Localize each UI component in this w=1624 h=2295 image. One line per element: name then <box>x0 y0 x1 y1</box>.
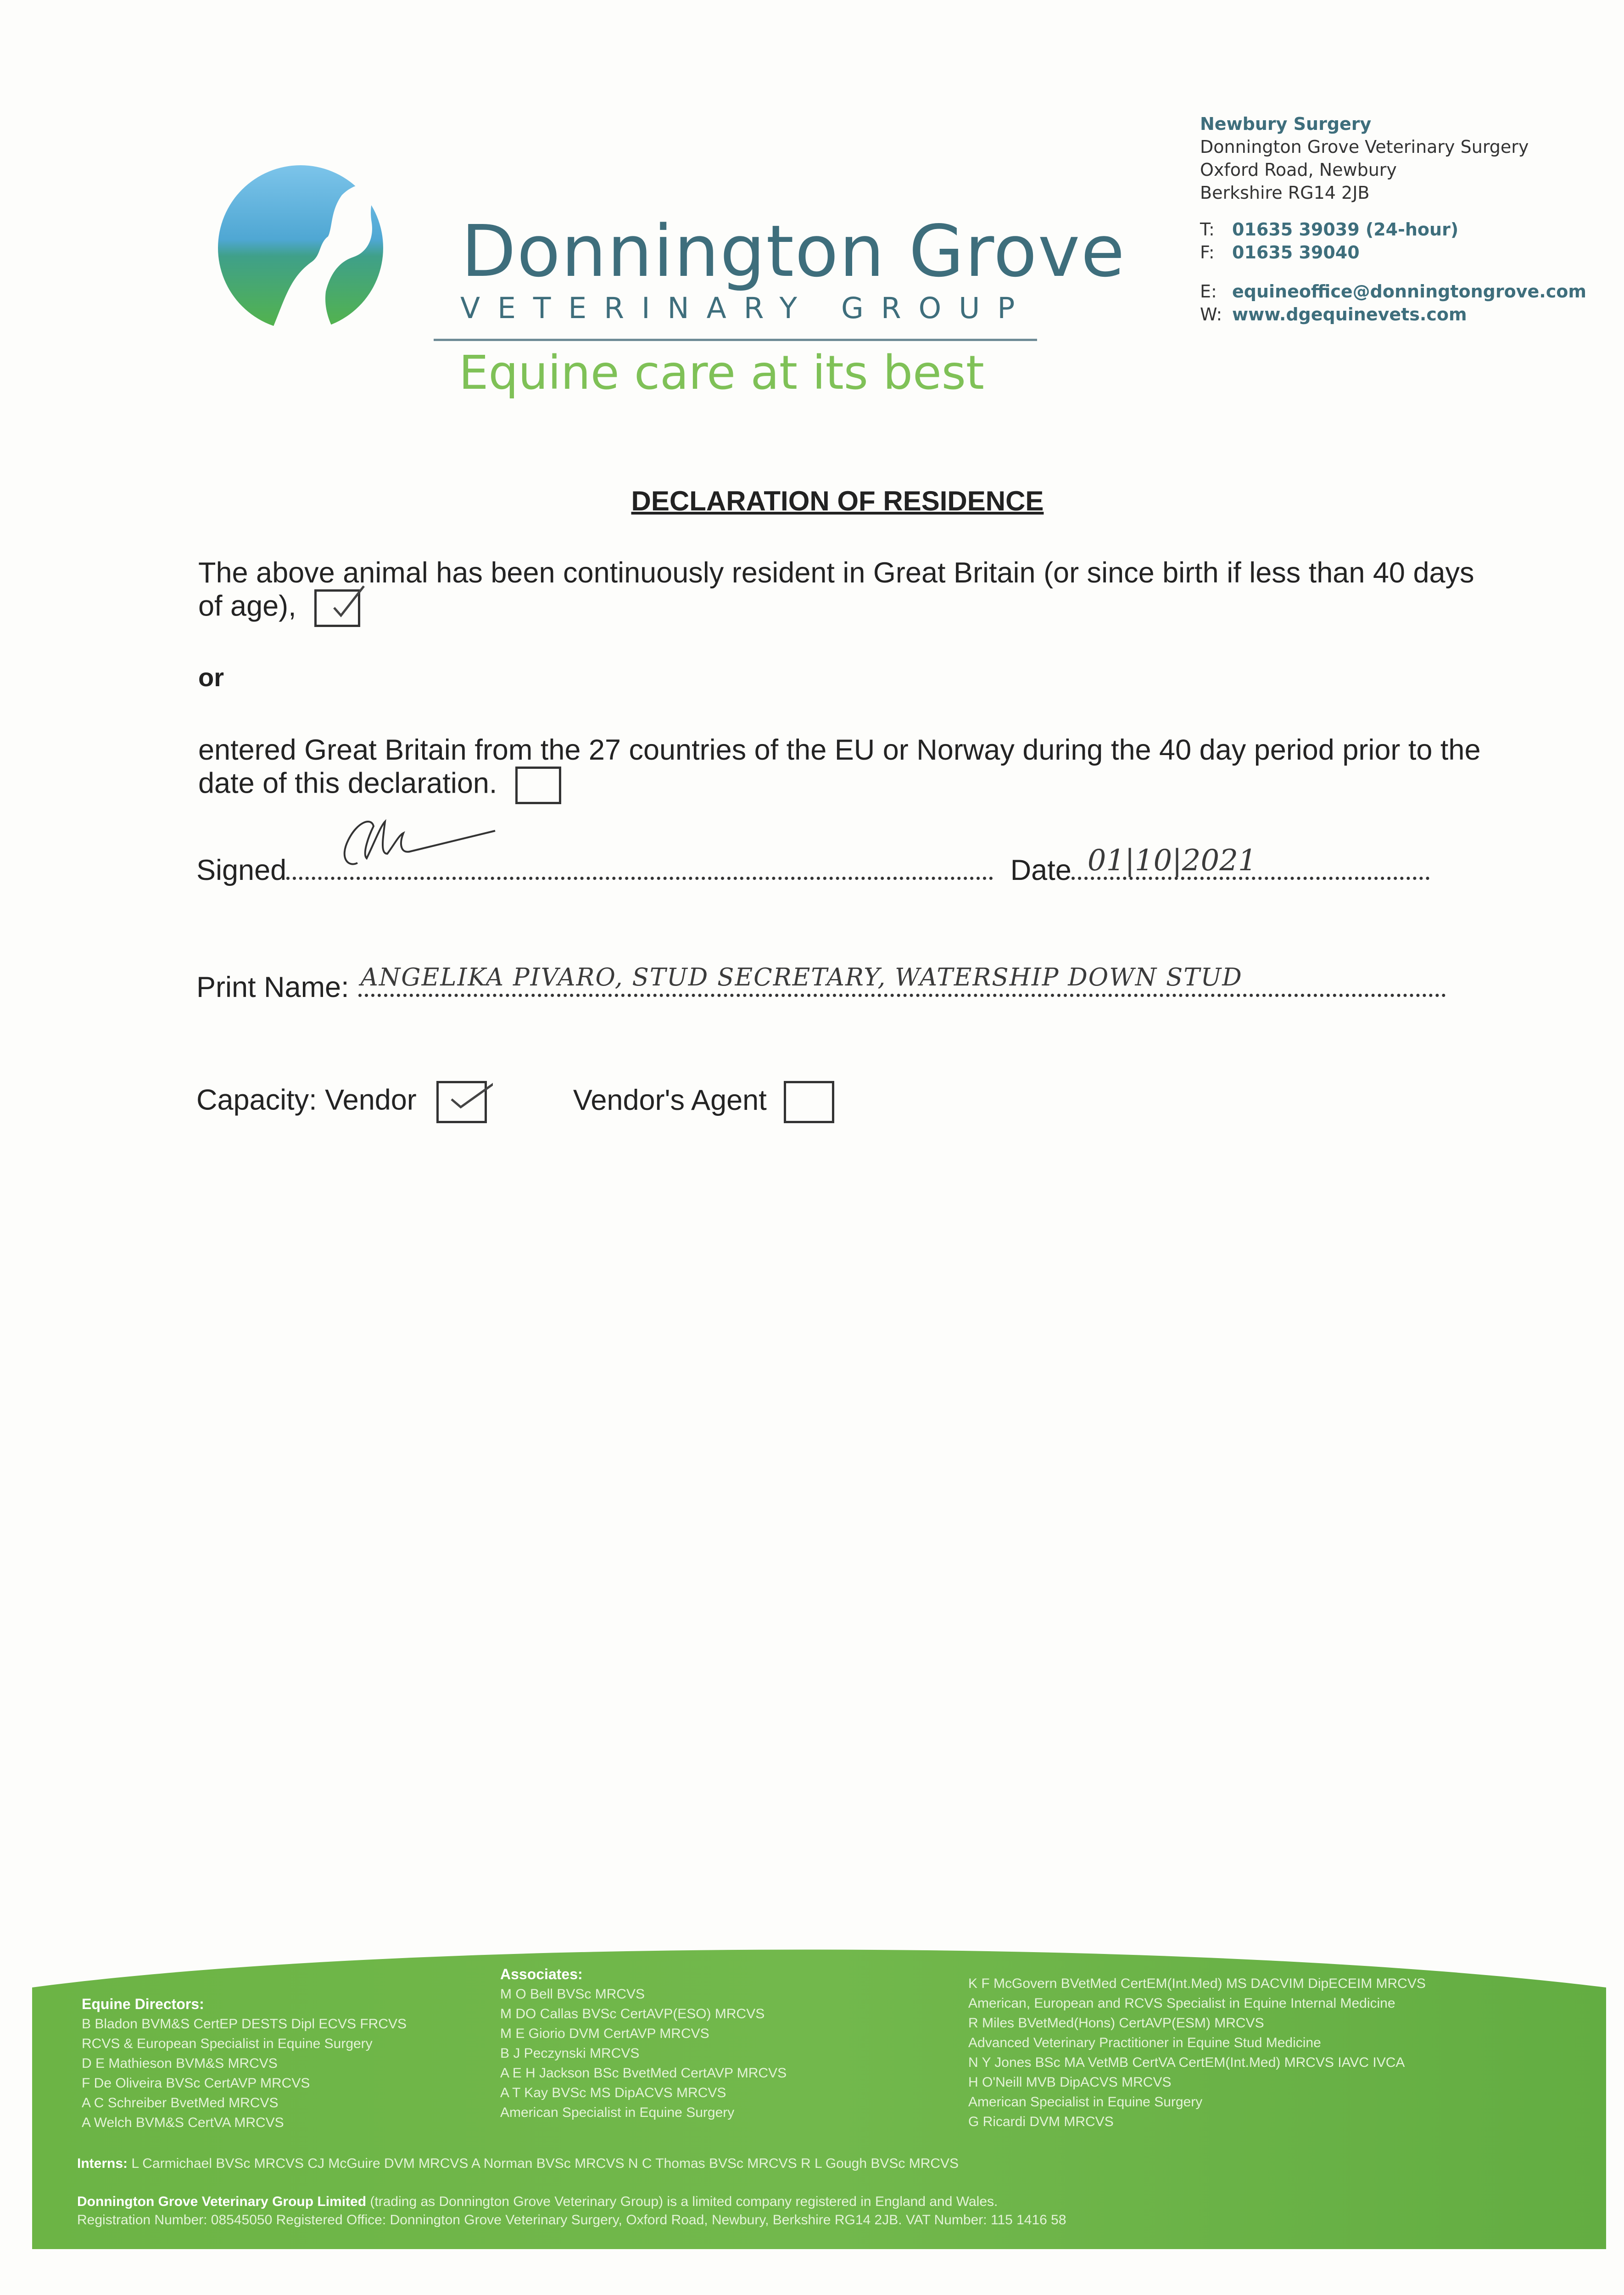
staff-line: American Specialist in Equine Surgery <box>968 2094 1203 2110</box>
email-label: E: <box>1200 281 1217 302</box>
associate-line: B J Peczynski MRCVS <box>500 2046 640 2061</box>
director-line: RCVS & European Specialist in Equine Surgery <box>82 2036 373 2051</box>
or-label: or <box>198 663 224 692</box>
address-line: Berkshire RG14 2JB <box>1200 183 1370 203</box>
tagline: Equine care at its best <box>459 346 984 400</box>
capacity-row <box>196 1081 834 1123</box>
print-name-value: ANGELIKA PIVARO, STUD SECRETARY, WATERSHIP DOWN STUD <box>360 963 1243 991</box>
signature-field[interactable] <box>286 863 993 880</box>
signature-row <box>196 844 1429 887</box>
staff-line: R Miles BVetMed(Hons) CertAVP(ESM) MRCVS <box>968 2015 1264 2031</box>
vendor-checkbox[interactable] <box>436 1081 487 1123</box>
footer-band <box>0 1928 1624 2295</box>
surgery-name: Newbury Surgery <box>1200 114 1372 134</box>
director-line: A C Schreiber BvetMed MRCVS <box>82 2095 279 2110</box>
checkmark-icon <box>442 1074 493 1115</box>
vendors-agent-checkbox[interactable] <box>784 1081 834 1123</box>
option-resident-text: The above animal has been continuously resident in Great Britain (or since birth if less than 40 days of age), <box>198 557 1474 622</box>
fax-label: F: <box>1200 242 1215 263</box>
print-name-field[interactable] <box>358 963 1446 997</box>
signed-label: Signed <box>196 854 287 886</box>
option-resident-checkbox[interactable] <box>314 589 360 627</box>
staff-line: American, European and RCVS Specialist in Equine Internal Medicine <box>968 1996 1395 2011</box>
option-entered <box>198 733 1492 804</box>
associate-line: M E Giorio DVM CertAVP MRCVS <box>500 2026 709 2041</box>
print-name-label: Print Name: <box>196 971 349 1003</box>
company-line <box>77 2192 998 2211</box>
date-field[interactable] <box>1072 844 1429 880</box>
email-link[interactable]: equineoffice@donningtongrove.com <box>1232 281 1586 302</box>
fax-number: 01635 39040 <box>1232 242 1360 263</box>
option-resident <box>198 556 1492 627</box>
associate-line: M DO Callas BVSc CertAVP(ESO) MRCVS <box>500 2006 765 2021</box>
staff-line: G Ricardi DVM MRCVS <box>968 2114 1114 2129</box>
date-value: 01|10|2021 <box>1087 844 1257 878</box>
web-label: W: <box>1200 304 1222 325</box>
org-subtitle: VETERINARY GROUP <box>460 291 1032 325</box>
org-name: Donnington Grove <box>461 210 1126 293</box>
associate-line: A T Kay BVSc MS DipACVS MRCVS <box>500 2085 726 2100</box>
associate-line: A E H Jackson BSc BvetMed CertAVP MRCVS <box>500 2066 787 2081</box>
interns-heading: Interns: <box>77 2156 128 2171</box>
director-line: F De Oliveira BVSc CertAVP MRCVS <box>82 2076 310 2091</box>
date-label: Date <box>1010 854 1072 886</box>
company-name: Donnington Grove Veterinary Group Limited <box>77 2194 367 2209</box>
phone-label: T: <box>1200 219 1215 240</box>
associate-line: American Specialist in Equine Surgery <box>500 2105 735 2120</box>
associates-heading: Associates: <box>500 1966 583 1982</box>
logo-emblem <box>216 163 385 333</box>
signature-scribble <box>330 808 513 881</box>
header-divider <box>434 339 1037 341</box>
web-link[interactable]: www.dgequinevets.com <box>1232 304 1467 325</box>
company-text: (trading as Donnington Grove Veterinary Group) is a limited company registered in England and Wales. <box>370 2194 998 2209</box>
address-line: Oxford Road, Newbury <box>1200 160 1397 180</box>
interns-list: L Carmichael BVSc MRCVS CJ McGuire DVM MRCVS A Norman BVSc MRCVS N C Thomas BVSc MRCVS R L Gough BVSc MRCVS <box>131 2156 959 2171</box>
registration-line: Registration Number: 08545050 Registered Office: Donnington Grove Veterinary Surgery, Oxford Road, Newbury, Berkshire RG14 2JB. VAT Number: 115 1416 58 <box>77 2212 1066 2228</box>
associate-line: M O Bell BVSc MRCVS <box>500 1987 645 2002</box>
option-entered-text: entered Great Britain from the 27 countries of the EU or Norway during the 40 day period prior to the date of this declaration. <box>198 734 1481 800</box>
staff-line: Advanced Veterinary Practitioner in Equine Stud Medicine <box>968 2035 1321 2050</box>
capacity-vendor-label: Capacity: Vendor <box>196 1084 417 1116</box>
director-line: B Bladon BVM&S CertEP DESTS Dipl ECVS FRCVS <box>82 2016 407 2032</box>
checkmark-icon <box>320 582 371 624</box>
interns-line <box>77 2154 959 2173</box>
document-title: DECLARATION OF RESIDENCE <box>631 486 1044 516</box>
phone-number: 01635 39039 (24-hour) <box>1232 219 1459 240</box>
director-line: D E Mathieson BVM&S MRCVS <box>82 2056 278 2071</box>
print-name-row <box>196 963 1446 1004</box>
staff-line: K F McGovern BVetMed CertEM(Int.Med) MS DACVIM DipECEIM MRCVS <box>968 1976 1426 1991</box>
option-entered-checkbox[interactable] <box>515 767 561 804</box>
address-line: Donnington Grove Veterinary Surgery <box>1200 137 1529 157</box>
staff-line: H O'Neill MVB DipACVS MRCVS <box>968 2075 1172 2090</box>
staff-line: N Y Jones BSc MA VetMB CertVA CertEM(Int.Med) MRCVS IAVC IVCA <box>968 2055 1405 2070</box>
vendors-agent-label: Vendor's Agent <box>573 1084 767 1116</box>
directors-heading: Equine Directors: <box>82 1996 204 2012</box>
contact-block <box>1200 112 1586 326</box>
director-line: A Welch BVM&S CertVA MRCVS <box>82 2115 284 2130</box>
